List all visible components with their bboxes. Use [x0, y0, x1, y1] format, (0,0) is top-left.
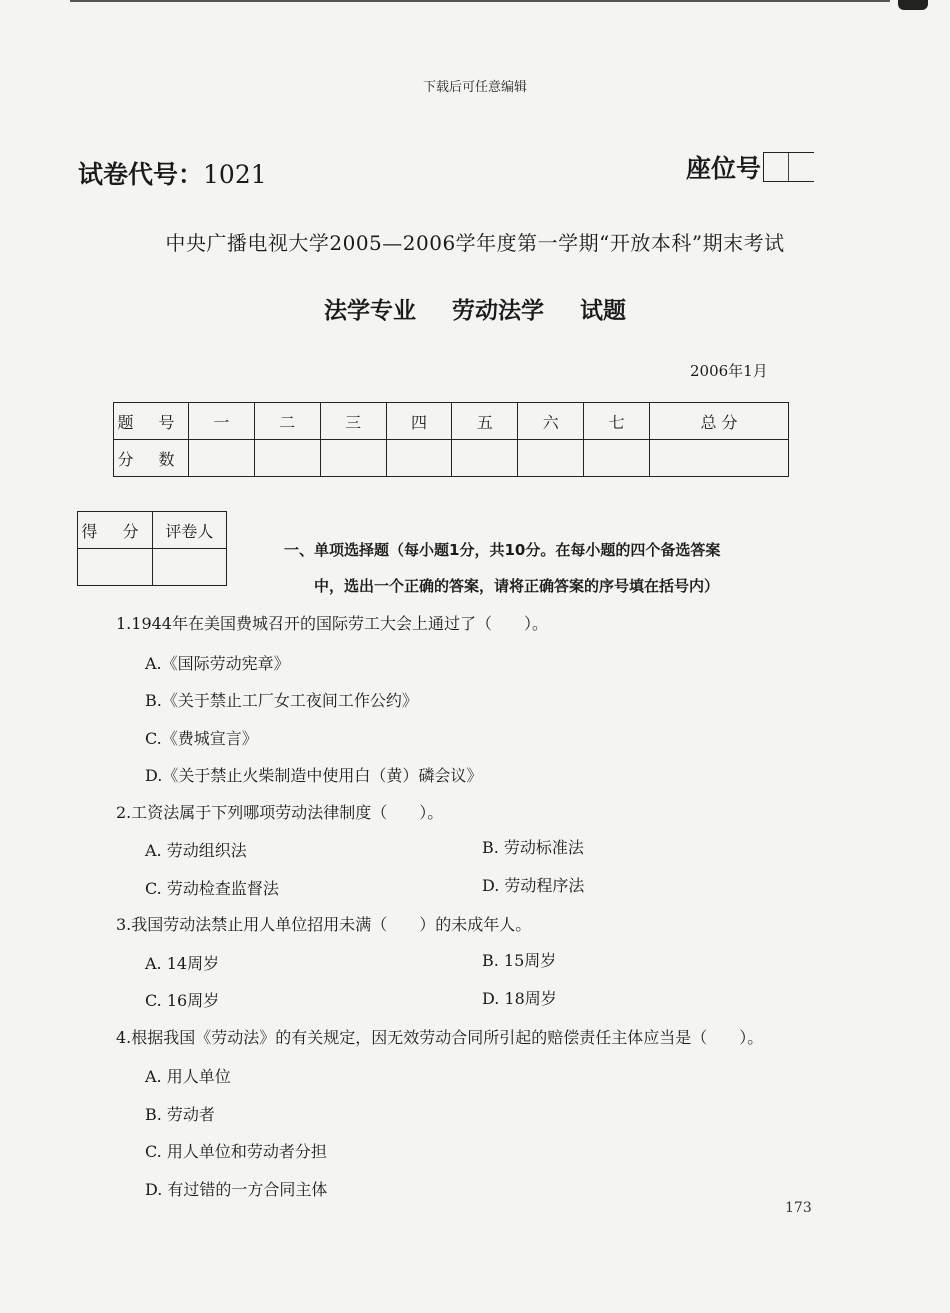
- section-heading-line2: 中，选出一个正确的答案，请将正确答案的序号填在括号内）: [314, 577, 720, 595]
- subject-title: [0, 292, 950, 325]
- exam-code-label: 试卷代号：: [78, 160, 204, 189]
- score-col-5: 五: [452, 403, 518, 440]
- question-option[interactable]: A.《国际劳动宪章》: [145, 654, 290, 673]
- question-option[interactable]: D. 劳动程序法: [482, 876, 585, 895]
- seat-number-box[interactable]: [763, 152, 814, 182]
- score-cell-2[interactable]: [254, 440, 320, 477]
- score-row-label: 分 数: [114, 440, 189, 477]
- grader-score-label: 得 分: [78, 512, 153, 549]
- question-stem: 1.1944年在美国费城召开的国际劳工大会上通过了（ ）。: [116, 614, 548, 633]
- question-option[interactable]: D.《关于禁止火柴制造中使用白（黄）磷会议》: [145, 766, 483, 785]
- question-option[interactable]: D. 有过错的一方合同主体: [145, 1180, 328, 1199]
- seat-label: 座位号: [686, 154, 762, 183]
- section-heading: [284, 532, 844, 604]
- score-col-total: 总 分: [650, 403, 789, 440]
- question-option[interactable]: B. 15周岁: [482, 951, 557, 970]
- exam-code-value: 1021: [203, 160, 267, 189]
- score-cell-total[interactable]: [650, 440, 789, 477]
- score-table-header-row: [114, 403, 789, 440]
- score-col-1: 一: [189, 403, 255, 440]
- score-cell-1[interactable]: [189, 440, 255, 477]
- score-col-7: 七: [584, 403, 650, 440]
- question-option[interactable]: C. 用人单位和劳动者分担: [145, 1142, 327, 1161]
- score-col-2: 二: [254, 403, 320, 440]
- score-cell-4[interactable]: [386, 440, 452, 477]
- subject-major: 法学专业: [323, 298, 416, 324]
- question-option[interactable]: B. 劳动者: [145, 1105, 215, 1124]
- section-heading-line1: 一、单项选择题（每小题1分，共10分。在每小题的四个备选答案: [284, 541, 721, 559]
- score-table-row-label: 题 号: [114, 403, 189, 440]
- page-number: 173: [785, 1200, 812, 1216]
- watermark-text: 下载后可任意编辑: [422, 80, 527, 95]
- question-option[interactable]: C. 劳动检查监督法: [145, 879, 279, 898]
- question-option[interactable]: B. 劳动标准法: [482, 838, 584, 857]
- question-stem: 2.工资法属于下列哪项劳动法律制度（ ）。: [116, 803, 444, 822]
- question-stem: 4.根据我国《劳动法》的有关规定，因无效劳动合同所引起的赔偿责任主体应当是（ ）。: [116, 1028, 764, 1047]
- grader-score-cell[interactable]: [78, 549, 153, 586]
- scan-edge: [70, 0, 890, 2]
- score-table-score-row: [114, 440, 789, 477]
- question-option[interactable]: B.《关于禁止工厂女工夜间工作公约》: [145, 691, 418, 710]
- grader-name-cell[interactable]: [152, 549, 226, 586]
- exam-title: 中央广播电视大学2005—2006学年度第一学期“开放本科”期末考试: [165, 231, 785, 255]
- score-col-6: 六: [518, 403, 584, 440]
- seat-number: [686, 149, 814, 185]
- score-cell-3[interactable]: [320, 440, 386, 477]
- question-option[interactable]: A. 劳动组织法: [145, 841, 247, 860]
- question-stem: 3.我国劳动法禁止用人单位招用未满（ ）的未成年人。: [116, 915, 532, 934]
- question-option[interactable]: C.《费城宣言》: [145, 729, 258, 748]
- score-col-3: 三: [320, 403, 386, 440]
- score-table: [113, 402, 789, 477]
- grader-name-label: 评卷人: [152, 512, 226, 549]
- question-option[interactable]: C. 16周岁: [145, 991, 220, 1010]
- exam-code: [78, 155, 267, 191]
- score-col-4: 四: [386, 403, 452, 440]
- question-option[interactable]: A. 14周岁: [145, 954, 220, 973]
- score-cell-6[interactable]: [518, 440, 584, 477]
- question-option[interactable]: D. 18周岁: [482, 989, 557, 1008]
- subject-kind: 试题: [580, 298, 627, 324]
- score-cell-7[interactable]: [584, 440, 650, 477]
- scan-corner-mark: [898, 0, 928, 10]
- question-option[interactable]: A. 用人单位: [145, 1067, 231, 1086]
- exam-date: 2006年1月: [690, 362, 768, 380]
- subject-course: 劳动法学: [452, 298, 544, 324]
- score-cell-5[interactable]: [452, 440, 518, 477]
- grader-table: [77, 511, 227, 586]
